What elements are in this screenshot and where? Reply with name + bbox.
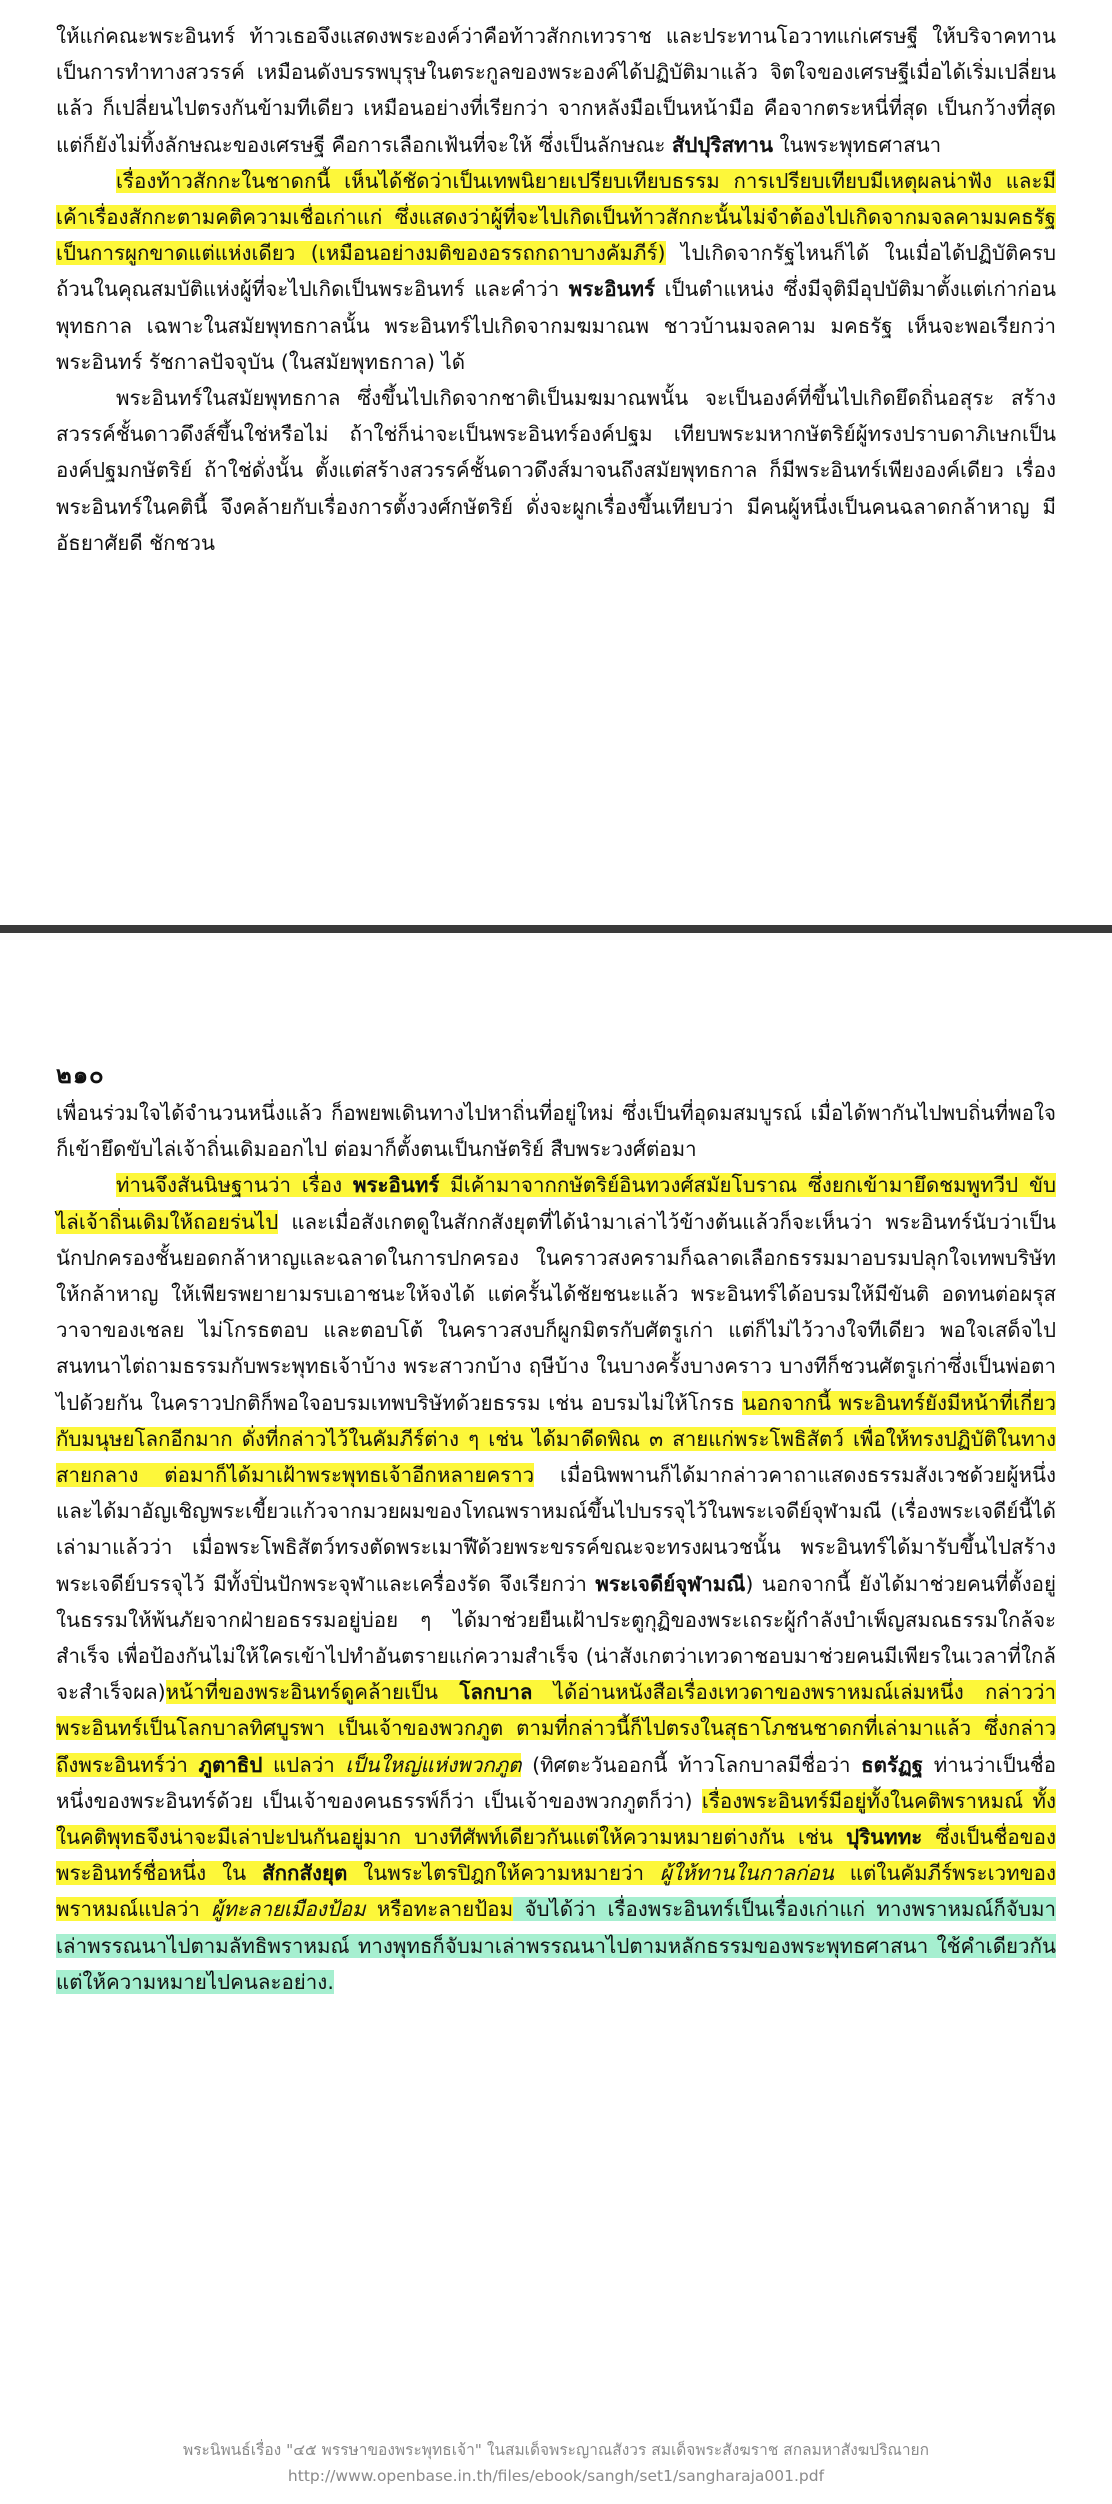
text-run: ให้แก่คณะพระอินทร์ ท้าวเธอจึงแสดงพระองค์ว่าคือท้าวสักกเทวราช และประทานโอวาทแก่เศรษฐี ให้บริจาคทานเป็นการทำทางสวรรค์ เหมือนดังบรรพบุรุษในตระกูลของพระองค์ได้ปฏิบัติมาแล้ว จิตใจของเศรษฐีเมื่อได้เริ่มเปลี่ยนแล้ว ก็เปลี่ยนไปตรงกันข้ามทีเดียว เหมือนอย่างที่เรียกว่า จากหลังมือเป็นหน้ามือ คือจากตระหนี่ที่สุด เป็นกว้างที่สุด แต่ก็ยังไม่ทิ้งลักษณะของเศรษฐี คือการเลือกเฟ้นที่จะให้ ซึ่งเป็นลักษณะ [56, 24, 1056, 157]
page-top [0, 0, 1112, 925]
term-dhatarattha: ธตรัฏฐ [861, 1752, 924, 1777]
text-run: ซึ่งเป็นชื่อของพระอินทร์ชื่อหนึ่ง ใน [56, 1825, 1056, 1886]
text-run: ไปเกิดจากรัฐไหนก็ได้ ในเมื่อได้ปฏิบัติครบถ้วนในคุณสมบัติแห่งผู้ที่จะไปเกิดเป็นพระอินทร์ และคำว่า [56, 241, 1056, 302]
highlight-yellow: เรื่องท้าวสักกะในชาดกนี้ เห็นได้ชัดว่าเป็นเทพนิยายเปรียบเทียบธรรม การเปรียบเทียบมีเหตุผลน่าฟัง และมีเค้าเรื่องสักกะตามคติความเชื่อเก่าแก่ ซึ่งแสดงว่าผู้ที่จะไปเกิดเป็นท้าวสักกะนั้นไม่จำต้องไปเกิดจากมจลคามมคธรัฐ เป็นการผูกขาดแต่แห่งเดียว (เหมือนอย่างมติของอรรถกถาบางคัมภีร์) [56, 168, 1056, 266]
text-run: เมื่อนิพพานก็ได้มากล่าวคาถาแสดงธรรมสังเวชด้วยผู้หนึ่ง และได้มาอัญเชิญพระเขี้ยวแก้วจากมวยผมของโทณพราหมณ์ขึ้นไปบรรจุไว้ในพระเจดีย์จุฬามณี (เรื่องพระเจดีย์นี้ได้เล่ามาแล้วว่า เมื่อพระโพธิสัตว์ทรงตัดพระเมาฬีด้วยพระขรรค์ขณะจะทรงผนวชนั้น พระอินทร์ได้มารับขึ้นไปสร้างพระเจดีย์บรรจุไว้ มีทั้งปิ่นปักพระจุฬาและเครื่องรัด จึงเรียกว่า [56, 1463, 1056, 1596]
paragraph [56, 18, 1056, 163]
term-translation: ผู้ทะลายเมืองป้อม [211, 1897, 366, 1922]
page-bottom-text [56, 1095, 1056, 2000]
text-run: เป็นตำแหน่ง ซึ่งมีจุติมีอุปบัติมาตั้งแต่เก่าก่อนพุทธกาล เฉพาะในสมัยพุทธกาลนั้น พระอินทร์ไปเกิดจากมฆมาณพ ชาวบ้านมจลคาม มคธรัฐ เห็นจะพอเรียกว่าพระอินทร์ รัชกาลปัจจุบัน (ในสมัยพุทธกาล) ได้ [56, 277, 1056, 374]
page-bottom [0, 933, 1112, 2504]
term-phra-in: พระอินทร์ [568, 277, 656, 302]
text-run: ได้อ่านหนังสือเรื่องเทวดาของพราหมณ์เล่มหนึ่ง กล่าวว่า พระอินทร์เป็นโลกบาลทิศบูรพา เป็นเจ้าของพวกภูต ตามที่กล่าวนี้ก็ไปตรงในสุธาโภชนชาดกที่เล่ามาแล้ว ซึ่งกล่าวถึงพระอินทร์ว่า [56, 1680, 1056, 1777]
term-purindada: ปุรินททะ [846, 1825, 923, 1850]
text-run: ท่านจึงสันนิษฐานว่า เรื่อง [116, 1173, 353, 1198]
text-run: ในพระไตรปิฎกให้ความหมายว่า [347, 1861, 660, 1886]
page-divider [0, 925, 1112, 933]
term-chedi-chulamani: พระเจดีย์จุฬามณี [595, 1571, 746, 1596]
text-run: มีเค้ามาจากกษัตริย์อินทวงศ์สมัยโบราณ ซึ่งยกเข้ามายึดชมพูทวีป ขับไล่เจ้าถิ่นเดิมให้ถอยร่นไป [56, 1173, 1056, 1234]
paragraph [56, 1167, 1056, 2000]
term-phra-in: พระอินทร์ [352, 1173, 440, 1198]
term-sappurisadana: สัปปุริสทาน [671, 132, 773, 157]
text-run: แต่ในคัมภีร์พระเวทของพราหมณ์แปลว่า [56, 1861, 1057, 1922]
term-translation: เป็นใหญ่แห่งพวกภูต [345, 1752, 522, 1777]
text-run: (ทิศตะวันออกนี้ ท้าวโลกบาลมีชื่อว่า [521, 1752, 862, 1777]
paragraph [56, 163, 1056, 380]
paragraph: พระอินทร์ในสมัยพุทธกาล ซึ่งขึ้นไปเกิดจากชาติเป็นมฆมาณพนั้น จะเป็นองค์ที่ขึ้นไปเกิดยึดถิ่นอสุระ สร้างสวรรค์ชั้นดาวดึงส์ขึ้นใช่หรือไม่ ถ้าใช่ก็น่าจะเป็นพระอินทร์องค์ปฐม เทียบพระมหากษัตริย์ผู้ทรงปราบดาภิเษกเป็นองค์ปฐมกษัตริย์ ถ้าใช่ดั่งนั้น ตั้งแต่สร้างสวรรค์ชั้นดาวดึงส์มาจนถึงสมัยพุทธกาล ก็มีพระอินทร์เพียงองค์เดียว เรื่องพระอินทร์ในคตินี้ จึงคล้ายกับเรื่องการตั้งวงศ์กษัตริย์ ดั่งจะผูกเรื่องขึ้นเทียบว่า มีคนผู้หนึ่งเป็นคนฉลาดกล้าหาญ มีอัธยาศัยดี ชักชวน [56, 386, 1056, 555]
page-number: ๒๑๐ [56, 1061, 105, 1089]
paragraph: เพื่อนร่วมใจได้จำนวนหนึ่งแล้ว ก็อพยพเดินทางไปหาถิ่นที่อยู่ใหม่ ซึ่งเป็นที่อุดมสมบูรณ์ เมื่อได้พากันไปพบถิ่นที่พอใจ ก็เข้ายึดขับไล่เจ้าถิ่นเดิมออกไป ต่อมาก็ตั้งตนเป็นกษัตริย์ สืบพระวงศ์ต่อมา [56, 1101, 1056, 1162]
highlight-green: จับได้ว่า เรื่องพระอินทร์เป็นเรื่องเก่าแก่ ทางพราหมณ์ก็จับมาเล่าพรรณนาไปตามลัทธิพราหมณ์ ทางพุทธก็จับมาเล่าพรรณนาไปตามหลักธรรมของพระพุทธศาสนา ใช้คำเดียวกันแต่ให้ความหมายไปคนละอย่าง. [56, 1897, 1056, 1994]
term-bhutadhipa: ภูตาธิป [198, 1752, 263, 1777]
text-run: ) นอกจากนี้ ยังได้มาช่วยคนที่ตั้งอยู่ในธรรมให้พ้นภัยจากฝ่ายอธรรมอยู่บ่อย ๆ ได้มาช่วยยืนเฝ้าประตูกุฏิของพระเถระผู้กำลังบำเพ็ญสมณธรรมใกล้จะสำเร็จ เพื่อป้องกันไม่ให้ใครเข้าไปทำอันตรายแก่ความสำเร็จ (น่าสังเกตว่าเทวดาชอบมาช่วยคนมีเพียรในเวลาที่ใกล้จะสำเร็จผล) [56, 1571, 1056, 1705]
text-run: หน้าที่ของพระอินทร์ดูคล้ายเป็น [165, 1680, 460, 1705]
text-run: ในพระพุทธศาสนา [773, 132, 942, 157]
term-sakka-samyutta: สักกสังยุต [262, 1861, 348, 1886]
text-run: เรื่องพระอินทร์มีอยู่ทั้งในคติพราหมณ์ ทั้งในคติพุทธจึงน่าจะมีเล่าปะปนกันอยู่มาก บางทีศัพท์เดียวกันแต่ให้ความหมายต่างกัน เช่น [56, 1788, 1056, 1850]
page-top-text [56, 18, 1056, 561]
footer-citation: พระนิพนธ์เรื่อง "๔๕ พรรษาของพระพุทธเจ้า" ในสมเด็จพระญาณสังวร สมเด็จพระสังฆราช สกลมหาสังฆปริณายก [182, 2441, 929, 2459]
footer-url: http://www.openbase.in.th/files/ebook/sangh/set1/sangharaja001.pdf [287, 2467, 825, 2485]
term-translation: ผู้ให้ทานในกาลก่อน [660, 1861, 834, 1886]
highlight-yellow: นอกจากนี้ พระอินทร์ยังมีหน้าที่เกี่ยวกับมนุษยโลกอีกมาก ดั่งที่กล่าวไว้ในคัมภีร์ต่าง ๆ เช่น ได้มาดีดพิณ ๓ สายแก่พระโพธิสัตว์ เพื่อให้ทรงปฏิบัติในทางสายกลาง ต่อมาก็ได้มาเฝ้าพระพุทธเจ้าอีกหลายคราว [56, 1390, 1056, 1488]
text-run: และเมื่อสังเกตดูในสักกสังยุตที่ได้นำมาเล่าไว้ข้างต้นแล้วก็จะเห็นว่า พระอินทร์นับว่าเป็นนักปกครองชั้นยอดกล้าหาญและฉลาดในการปกครอง ในคราวสงครามก็ฉลาดเลือกธรรมมาอบรมปลุกใจเทพบริษัทให้กล้าหาญ ให้เพียรพยายามรบเอาชนะให้จงได้ แต่ครั้นได้ชัยชนะแล้ว พระอินทร์ได้อบรมให้มีขันติ อดทนต่อผรุสวาจาของเชลย ไม่โกรธตอบ และตอบโต้ ในคราวสงบก็ผูกมิตรกับศัตรูเก่า แต่ก็ไม่ไว้วางใจทีเดียว พอใจเสด็จไปสนทนาไต่ถามธรรมกับพระพุทธเจ้าบ้าง พระสาวกบ้าง ฤษีบ้าง ในบางครั้งบางคราว บางทีก็ชวนศัตรูเก่าซึ่งเป็นพ่อตาไปด้วยกัน ในคราวปกติก็พอใจอบรมเทพบริษัทด้วยธรรม เช่น อบรมไม่ให้โกรธ [56, 1209, 1056, 1415]
term-lokaban: โลกบาล [459, 1680, 533, 1705]
text-run: หรือทะลายป้อม [365, 1897, 514, 1922]
text-run: แปลว่า [262, 1752, 346, 1777]
text-run: ท่านว่าเป็นชื่อหนึ่งของพระอินทร์ด้วย เป็นเจ้าของคนธรรพ์ก็ว่า เป็นเจ้าของพวกภูตก็ว่า) [56, 1752, 1057, 1813]
